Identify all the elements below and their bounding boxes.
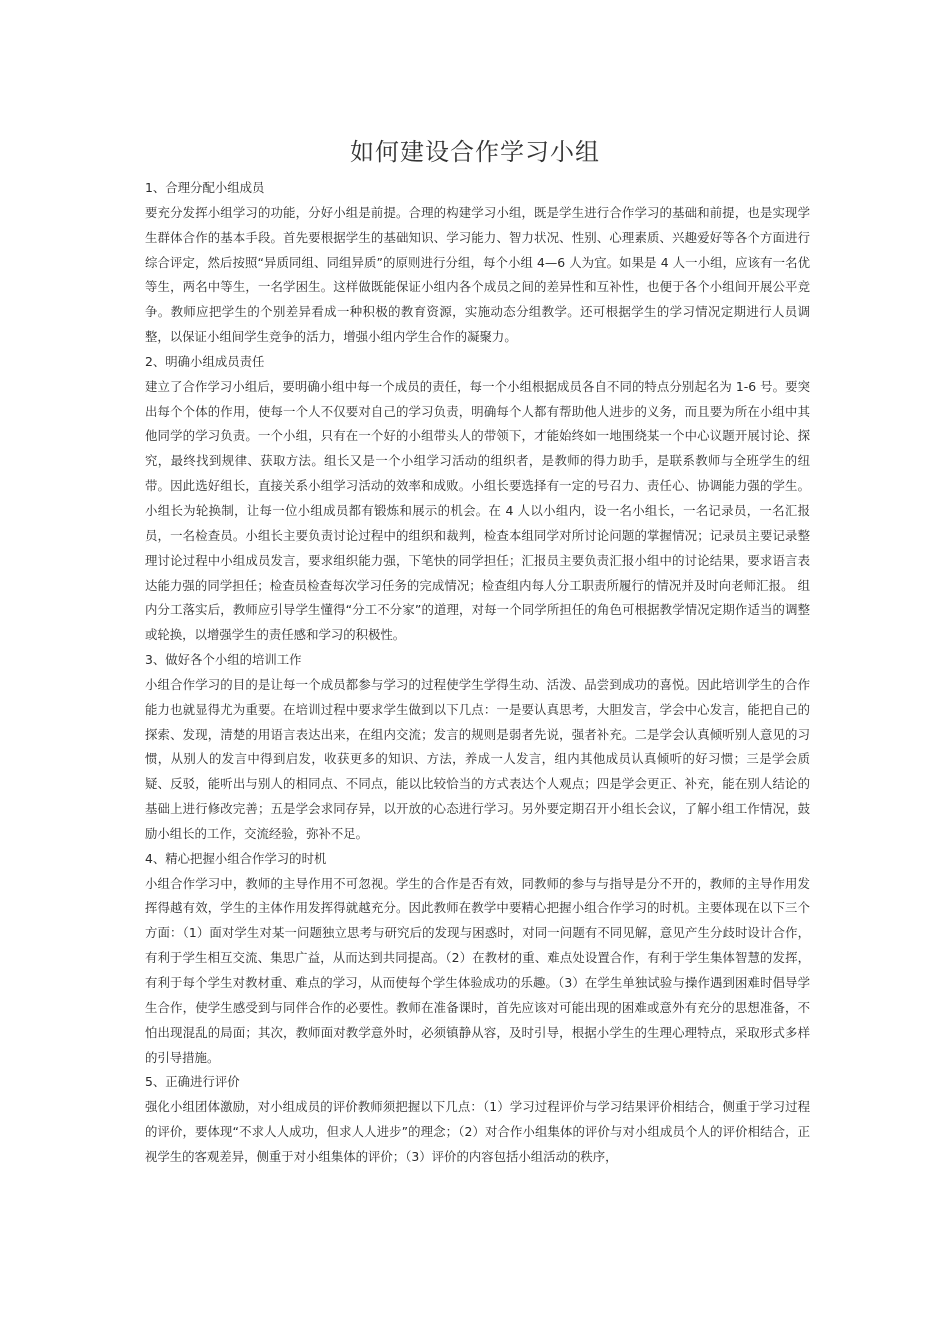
document-title: 如何建设合作学习小组 — [350, 138, 600, 166]
section-heading-5: 5、正确进行评价 — [145, 1074, 240, 1090]
section-text-1: 要充分发挥小组学习的功能，分好小组是前提。合理的构建学习小组，既是学生进行合作学习的基础和前提，也是实现学生群体合作的基本手段。首先要根据学生的基础知识、学习能力、智力状况、性别、心理素质、兴趣爱好等各个方面进行综合评定，然后按照“异质同组、同组异质”的原则进行分组，每个小组 4—6 人为宜。如果是 4 人一小组，应该有一名优等生，两名中等生，一名学困生。这样做既能保证小组内各个成员之间的差异性和互补性，也便于各个小组间开展公平竞争。教师应把学生的个别差异看成一种积极的教育资源，实施动态分组教学。还可根据学生的学习情况定期进行人员调整，以保证小组间学生竞争的活力，增强小组内学生合作的凝聚力。 — [145, 204, 810, 345]
section-heading-3: 3、做好各个小组的培训工作 — [145, 652, 302, 668]
section-text-5: 强化小组团体激励，对小组成员的评价教师须把握以下几点：（1）学习过程评价与学习结果评价相结合，侧重于学习过程的评价，要体现“不求人人成功，但求人人进步”的理念；（2）对合作小组集体的评价与对小组成员个人的评价相结合，正视学生的客观差异，侧重于对小组集体的评价；（3）评价的内容包括小组活动的秩序， — [145, 1099, 810, 1164]
section-text-3: 小组合作学习的目的是让每一个成员都参与学习的过程使学生学得生动、活泼、品尝到成功的喜悦。因此培训学生的合作能力也就显得尤为重要。在培训过程中要求学生做到以下几点：一是要认真思考，大胆发言，学会中心发言，能把自己的探索、发现，清楚的用语言表达出来，在组内交流；发言的规则是弱者先说，强者补充。二是学会认真倾听别人意见的习惯，从别人的发言中得到启发，收获更多的知识、方法，养成一人发言，组内其他成员认真倾听的好习惯；三是学会质疑、反驳，能听出与别人的相同点、不同点，能以比较恰当的方式表达个人观点；四是学会更正、补充，能在别人结论的基础上进行修改完善；五是学会求同存异，以开放的心态进行学习。另外要定期召开小组长会议，了解小组工作情况，鼓励小组长的工作，交流经验，弥补不足。 — [145, 676, 810, 841]
section-text-2: 建立了合作学习小组后，要明确小组中每一个成员的责任，每一个小组根据成员各自不同的特点分别起名为 1-6 号。要突出每个个体的作用，使每一个人不仅要对自己的学习负责，明确每个人都有帮助他人进步的义务，而且要为所在小组中其他同学的学习负责。一个小组，只有在一个好的小组带头人的带领下，才能始终如一地围绕某一个中心议题开展讨论、探究，最终找到规律、获取方法。组长又是一个小组学习活动的组织者，是教师的得力助手，是联系教师与全班学生的纽带。因此选好组长，直接关系小组学习活动的效率和成败。小组长要选择有一定的号召力、责任心、协调能力强的学生。小组长为轮换制，让每一位小组成员都有锻炼和展示的机会。在 4 人以小组内，设一名小组长，一名记录员，一名汇报员，一名检查员。小组长主要负责讨论过程中的组织和裁判，检查本组同学对所讨论问题的掌握情况；记录员主要记录整理讨论过程中小组成员发言，要求组织能力强，下笔快的同学担任；汇报员主要负责汇报小组中的讨论结果，要求语言表达能力强的同学担任；检查员检查每次学习任务的完成情况；检查组内每人分工职责所履行的情况并及时向老师汇报。 组内分工落实后，教师应引导学生懂得“分工不分家”的道理，对每一个同学所担任的角色可根据教学情况定期作适当的调整或轮换，以增强学生的责任感和学习的积极性。 — [145, 378, 810, 643]
section-heading-4: 4、精心把握小组合作学习的时机 — [145, 850, 327, 866]
document-body — [145, 176, 810, 1170]
section-heading-1: 1、合理分配小组成员 — [145, 180, 265, 195]
section-text-4: 小组合作学习中，教师的主导作用不可忽视。学生的合作是否有效，同教师的参与与指导是分不开的，教师的主导作用发挥得越有效，学生的主体作用发挥得就越充分。因此教师在教学中要精心把握小组合作学习的时机。主要体现在以下三个方面：（1）面对学生对某一问题独立思考与研究后的发现与困惑时，对同一问题有不同见解，意见产生分歧时设计合作，有利于学生相互交流、集思广益，从而达到共同提高。（2）在教材的重、难点处设置合作，有利于学生集体智慧的发挥，有利于每个学生对教材重、难点的学习，从而使每个学生体验成功的乐趣。（3）在学生单独试验与操作遇到困难时倡导学生合作，使学生感受到与同伴合作的必要性。教师在准备课时，首先应该对可能出现的困难或意外有充分的思想准备，不怕出现混乱的局面；其次，教师面对教学意外时，必须镇静从容，及时引导，根据小学生的生理心理特点，采取形式多样的引导措施。 — [145, 875, 810, 1065]
section-heading-2: 2、明确小组成员责任 — [145, 353, 265, 369]
